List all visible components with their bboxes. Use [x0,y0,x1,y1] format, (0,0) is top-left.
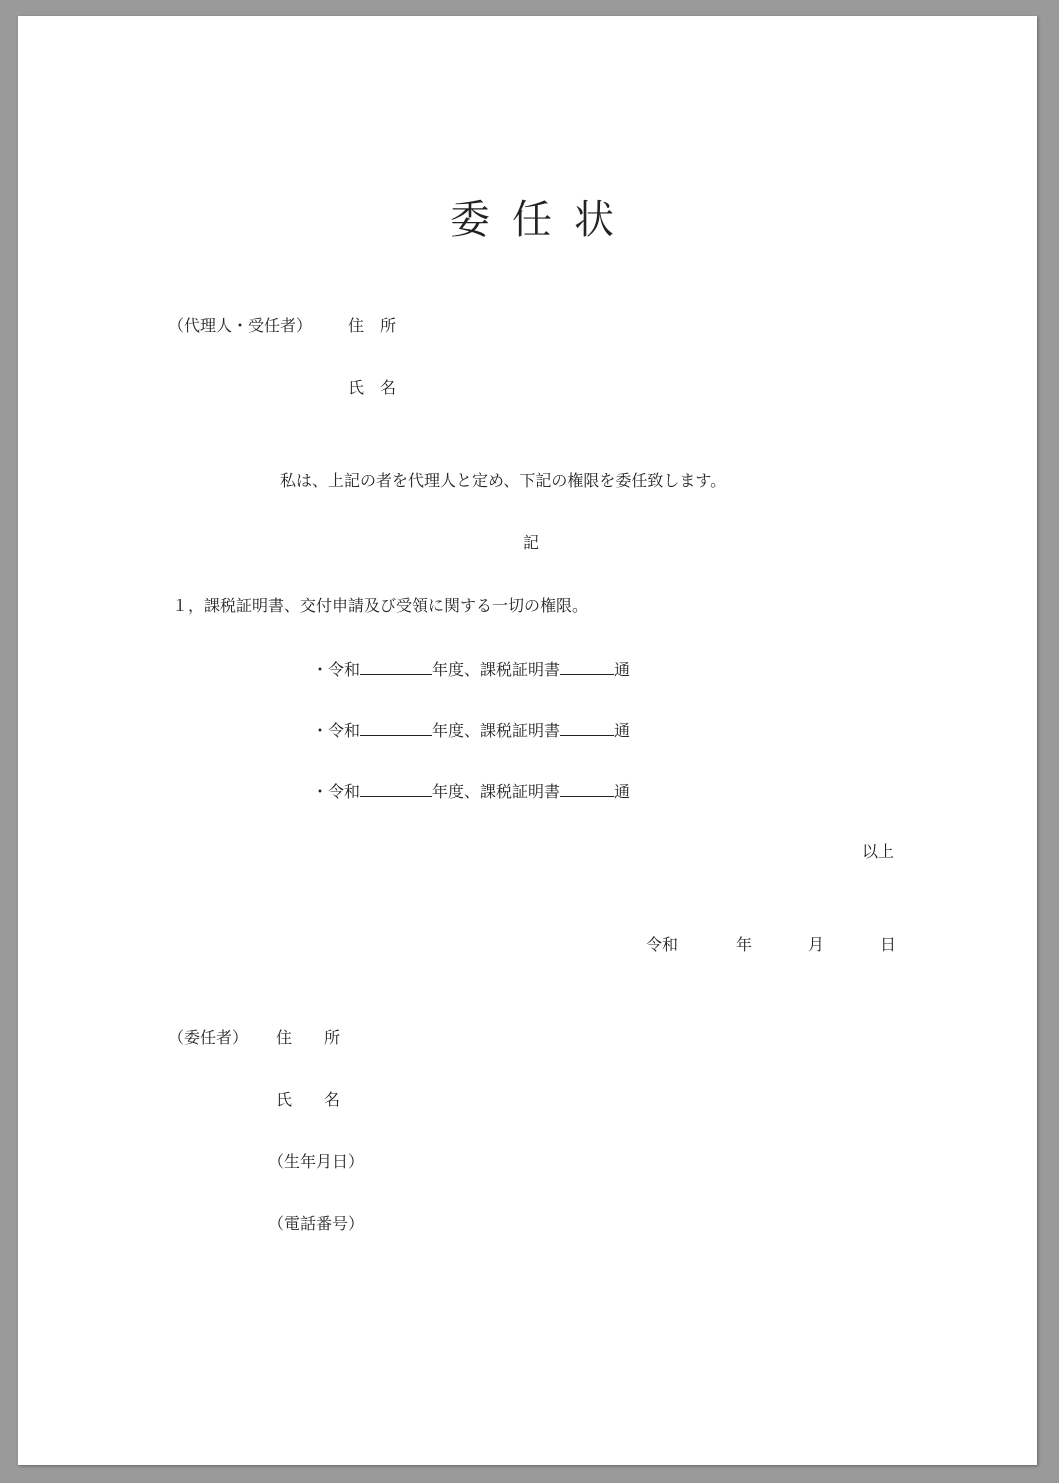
agent-address-label: 住 所 [348,316,397,335]
principal-address-label: 住 所 [276,1028,341,1047]
delegation-statement: 私は、上記の者を代理人と定め、下記の権限を委任致します。 [280,471,727,490]
certificate-line-middle: 年度、課税証明書 [432,660,561,679]
date-era: 令和 [646,935,679,954]
year-blank[interactable] [360,658,432,675]
certificate-line-prefix: ・令和 [312,782,361,801]
certificate-line-middle: 年度、課税証明書 [432,782,561,801]
certificate-line-prefix: ・令和 [312,721,361,740]
certificate-line-suffix: 通 [614,782,631,801]
ki-heading: 記 [523,533,540,552]
principal-name-label: 氏 名 [276,1090,341,1109]
principal-birthdate-label: （生年月日） [268,1152,365,1171]
certificate-line [312,658,630,680]
year-blank[interactable] [360,719,432,736]
principal-phone-label: （電話番号） [268,1214,365,1233]
agent-name-label: 氏 名 [348,378,397,397]
count-blank[interactable] [560,780,614,797]
item-1: １，課税証明書、交付申請及び受領に関する一切の権限。 [172,596,589,615]
date-year: 年 [736,935,753,954]
agent-section-label: （代理人・受任者） [168,316,313,335]
certificate-line-middle: 年度、課税証明書 [432,721,561,740]
date-day: 日 [880,935,897,954]
certificate-line [312,780,630,802]
closing-ijo: 以上 [862,842,895,861]
document-title: 委任状 [450,197,636,243]
certificate-line-suffix: 通 [614,660,631,679]
document-page [18,16,1037,1465]
count-blank[interactable] [560,719,614,736]
certificate-line-prefix: ・令和 [312,660,361,679]
year-blank[interactable] [360,780,432,797]
count-blank[interactable] [560,658,614,675]
certificate-line [312,719,630,741]
date-month: 月 [808,935,825,954]
principal-section-label: （委任者） [168,1028,249,1047]
certificate-line-suffix: 通 [614,721,631,740]
